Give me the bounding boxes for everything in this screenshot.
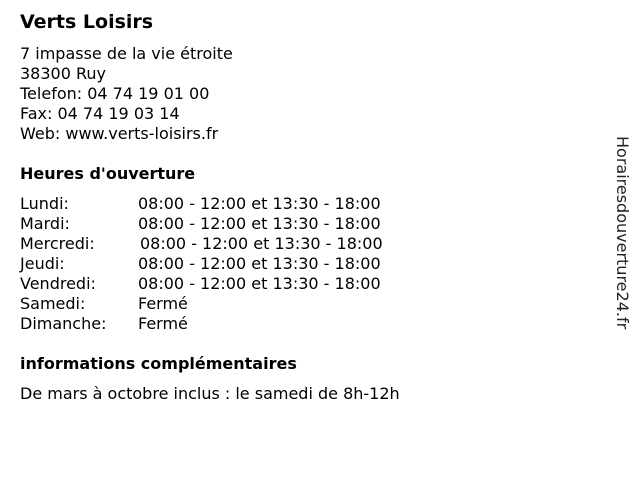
hours-day: Vendredi: <box>20 274 96 293</box>
hours-time: 08:00 - 12:00 et 13:30 - 18:00 <box>138 214 381 233</box>
hours-time: Fermé <box>138 294 188 313</box>
site-watermark: Horairesdouverture24.fr <box>613 136 632 330</box>
address-line: 7 impasse de la vie étroite <box>20 44 233 63</box>
contact-block <box>20 44 233 144</box>
hours-time: 08:00 - 12:00 et 13:30 - 18:00 <box>140 234 383 253</box>
hours-time: 08:00 - 12:00 et 13:30 - 18:00 <box>138 254 381 273</box>
hours-row-mercredi <box>20 234 383 254</box>
web-line: Web: www.verts-loisirs.fr <box>20 124 219 143</box>
hours-row-samedi <box>20 294 383 314</box>
hours-row-jeudi <box>20 254 383 274</box>
hours-time: Fermé <box>138 314 188 333</box>
hours-row-mardi <box>20 214 383 234</box>
city-line: 38300 Ruy <box>20 64 106 83</box>
hours-day: Mercredi: <box>20 234 95 253</box>
hours-row-dimanche <box>20 314 383 334</box>
phone-line: Telefon: 04 74 19 01 00 <box>20 84 210 103</box>
hours-day: Lundi: <box>20 194 69 213</box>
opening-hours-table <box>20 194 383 334</box>
hours-day: Dimanche: <box>20 314 107 333</box>
additional-info-text: De mars à octobre inclus : le samedi de 8h-12h <box>20 384 400 403</box>
additional-info-heading: informations complémentaires <box>20 354 297 373</box>
hours-time: 08:00 - 12:00 et 13:30 - 18:00 <box>138 274 381 293</box>
opening-hours-heading: Heures d'ouverture <box>20 164 196 183</box>
hours-row-lundi <box>20 194 383 214</box>
hours-day: Mardi: <box>20 214 70 233</box>
fax-line: Fax: 04 74 19 03 14 <box>20 104 180 123</box>
hours-day: Samedi: <box>20 294 86 313</box>
hours-day: Jeudi: <box>20 254 65 273</box>
hours-row-vendredi <box>20 274 383 294</box>
business-name: Verts Loisirs <box>20 11 154 33</box>
hours-time: 08:00 - 12:00 et 13:30 - 18:00 <box>138 194 381 213</box>
